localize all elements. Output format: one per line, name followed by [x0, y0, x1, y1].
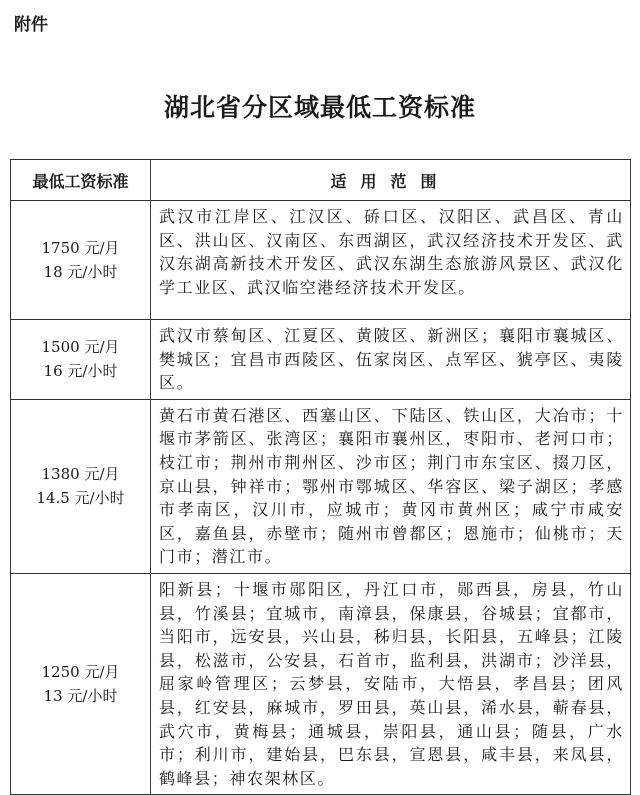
hourly-wage: 13 元/小时 — [43, 687, 118, 706]
header-scope: 适用范围 — [151, 160, 631, 201]
table-row — [11, 399, 631, 573]
scope-cell: 阳新县；十堰市郧阳区，丹江口市，郧西县，房县，竹山县，竹溪县；宜城市，南漳县，保康县，谷城县；宜都市，当阳市，远安县，兴山县，秭归县，长阳县，五峰县；江陵县，松滋市，公安县，石首市，监利县，洪湖市；沙洋县，屈家岭管理区；云梦县，安陆市，大悟县，孝昌县；团风县，红安县，麻城市，罗田县，英山县，浠水县，蕲春县，武穴市，黄梅县；通城县，崇阳县，通山县；随县，广水市；利川市，建始县，巴东县，宣恩县，咸丰县，来凤县，鹤峰县；神农架林区。 — [151, 573, 631, 794]
wage-standard-cell — [11, 320, 151, 400]
hourly-wage: 16 元/小时 — [43, 362, 118, 381]
hourly-wage: 14.5 元/小时 — [36, 489, 125, 508]
scope-cell: 黄石市黄石港区、西塞山区、下陆区、铁山区，大冶市；十堰市茅箭区、张湾区；襄阳市襄州区，枣阳市、老河口市；枝江市；荆州市荆州区、沙市区；荆门市东宝区、掇刀区，京山县，钟祥市；鄂州市鄂城区、华容区、梁子湖区；孝感市孝南区，汉川市，应城市；黄冈市黄州区；咸宁市咸安区，嘉鱼县，赤壁市；随州市曾都区；恩施市；仙桃市；天门市；潜江市。 — [151, 399, 631, 573]
table-row — [11, 201, 631, 320]
wage-standard-cell — [11, 201, 151, 320]
table-row — [11, 320, 631, 400]
hourly-wage: 18 元/小时 — [43, 263, 118, 281]
table-header-row — [11, 160, 631, 201]
monthly-wage: 1500 元/月 — [41, 338, 120, 357]
monthly-wage: 1250 元/月 — [41, 663, 120, 682]
scope-cell: 武汉市江岸区、江汉区、硚口区、汉阳区、武昌区、青山区、洪山区、汉南区、东西湖区，武汉经济技术开发区、武汉东湖高新技术开发区、武汉东湖生态旅游风景区、武汉化学工业区、武汉临空港经济技术开发区。 — [151, 201, 631, 320]
wage-standard-cell — [11, 573, 151, 794]
attachment-label: 附件 — [14, 15, 48, 35]
wage-standard-table — [10, 159, 631, 795]
wage-standard-cell — [11, 399, 151, 573]
monthly-wage: 1380 元/月 — [41, 465, 120, 484]
document-title: 湖北省分区域最低工资标准 — [163, 93, 476, 122]
scope-cell: 武汉市蔡甸区、江夏区、黄陂区、新洲区；襄阳市襄城区、樊城区；宜昌市西陵区、伍家岗区、点军区、猇亭区、夷陵区。 — [151, 320, 631, 400]
monthly-wage: 1750 元/月 — [41, 239, 120, 257]
header-wage-standard: 最低工资标准 — [11, 160, 151, 201]
table-row — [11, 573, 631, 794]
